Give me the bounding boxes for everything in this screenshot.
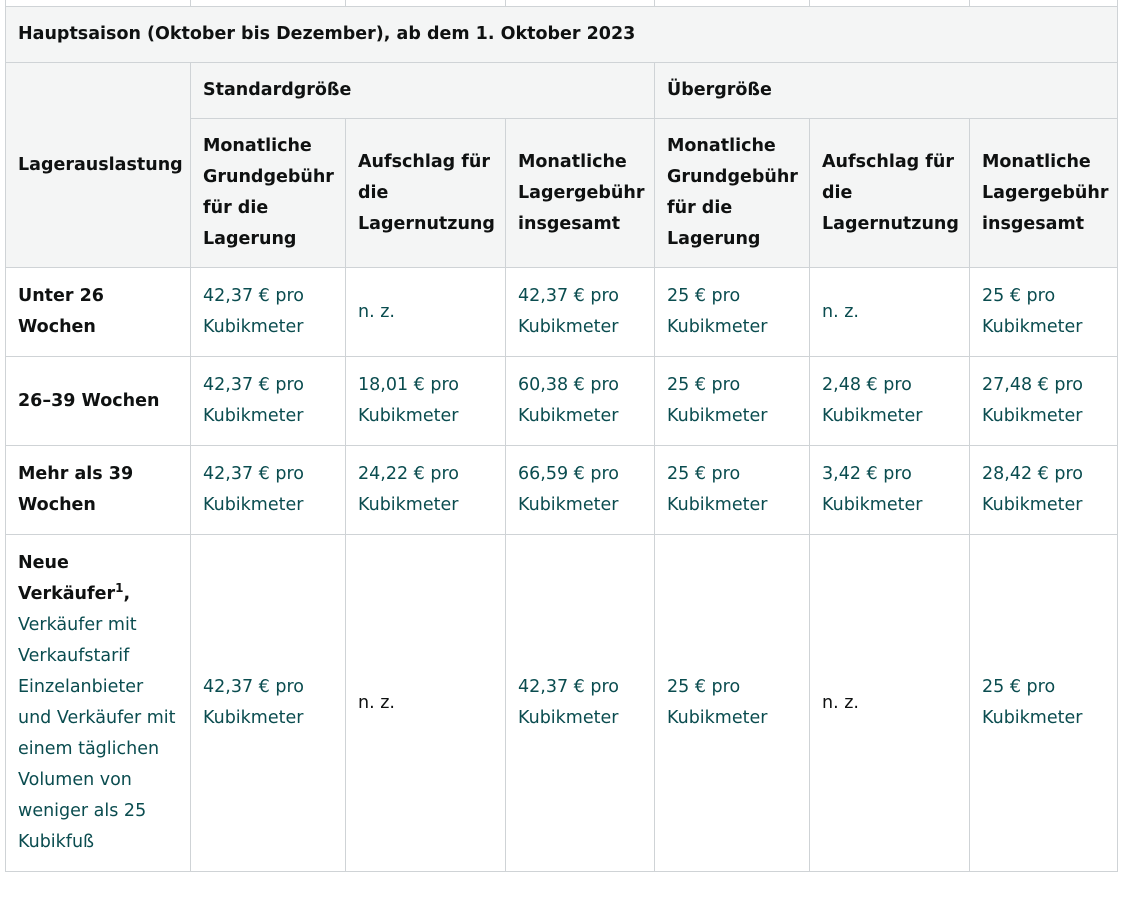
- fee-cell: 3,42 € pro Kubikmeter: [810, 446, 970, 535]
- fee-cell: 42,37 € pro Kubikmeter: [506, 535, 655, 872]
- fee-cell: 18,01 € pro Kubikmeter: [346, 357, 506, 446]
- fee-cell: 60,38 € pro Kubikmeter: [506, 357, 655, 446]
- group-standard-size: Standardgröße: [191, 63, 655, 119]
- row-label: 26–39 Wochen: [6, 357, 191, 446]
- row-label-bold: Neue Verkäufer: [18, 553, 116, 604]
- table-row: [6, 446, 1118, 535]
- column-header: Monatliche Lagergebühr insgesamt: [506, 119, 655, 268]
- fee-cell: 25 € pro Kubikmeter: [655, 446, 810, 535]
- fee-cell: 66,59 € pro Kubikmeter: [506, 446, 655, 535]
- row-label-header: Lagerauslastung: [6, 63, 191, 268]
- column-header: Aufschlag für die Lagernutzung: [346, 119, 506, 268]
- row-label: Unter 26 Wochen: [6, 268, 191, 357]
- group-header-row: [6, 63, 1118, 119]
- column-header: Monatliche Grundgebühr für die Lagerung: [191, 119, 346, 268]
- section-title: Hauptsaison (Oktober bis Dezember), ab dem 1. Oktober 2023: [6, 7, 1118, 63]
- row-label: Neue Verkäufer$^1$, Verkäufer mit Verkaufstarif Einzelanbieter und Verkäufer mit einem täglichen Volumen von weniger als 25 Kubikfuß: [6, 535, 191, 872]
- column-header: Monatliche Lagergebühr insgesamt: [970, 119, 1118, 268]
- table-row: [6, 357, 1118, 446]
- fee-cell: 25 € pro Kubikmeter: [655, 268, 810, 357]
- fee-cell: 42,37 € pro Kubikmeter: [191, 268, 346, 357]
- fee-cell: n. z.: [346, 535, 506, 872]
- row-label-rest: Verkäufer mit Verkaufstarif Einzelanbieter und Verkäufer mit einem täglichen Volumen von weniger als 25 Kubikfuß: [18, 615, 176, 852]
- footnote-marker: 1: [115, 581, 124, 596]
- fee-cell: 25 € pro Kubikmeter: [655, 357, 810, 446]
- storage-fee-table: [5, 0, 1118, 872]
- fee-cell: n. z.: [346, 268, 506, 357]
- row-label: Mehr als 39 Wochen: [6, 446, 191, 535]
- fee-cell: 2,48 € pro Kubikmeter: [810, 357, 970, 446]
- group-oversize: Übergröße: [655, 63, 1118, 119]
- fee-cell: 27,48 € pro Kubikmeter: [970, 357, 1118, 446]
- fee-cell: 25 € pro Kubikmeter: [655, 535, 810, 872]
- fee-cell: 42,37 € pro Kubikmeter: [191, 357, 346, 446]
- fee-cell: 42,37 € pro Kubikmeter: [191, 535, 346, 872]
- fee-cell: 25 € pro Kubikmeter: [970, 535, 1118, 872]
- column-header: Aufschlag für die Lagernutzung: [810, 119, 970, 268]
- fee-cell: n. z.: [810, 268, 970, 357]
- fee-cell: 28,42 € pro Kubikmeter: [970, 446, 1118, 535]
- fee-cell: 42,37 € pro Kubikmeter: [506, 268, 655, 357]
- column-header: Monatliche Grundgebühr für die Lagerung: [655, 119, 810, 268]
- fee-table-container: [5, 0, 1117, 872]
- table-row: [6, 268, 1118, 357]
- fee-cell: 24,22 € pro Kubikmeter: [346, 446, 506, 535]
- section-header-row: [6, 7, 1118, 63]
- fee-cell: n. z.: [810, 535, 970, 872]
- table-row: [6, 535, 1118, 872]
- fee-cell: 25 € pro Kubikmeter: [970, 268, 1118, 357]
- fee-cell: 42,37 € pro Kubikmeter: [191, 446, 346, 535]
